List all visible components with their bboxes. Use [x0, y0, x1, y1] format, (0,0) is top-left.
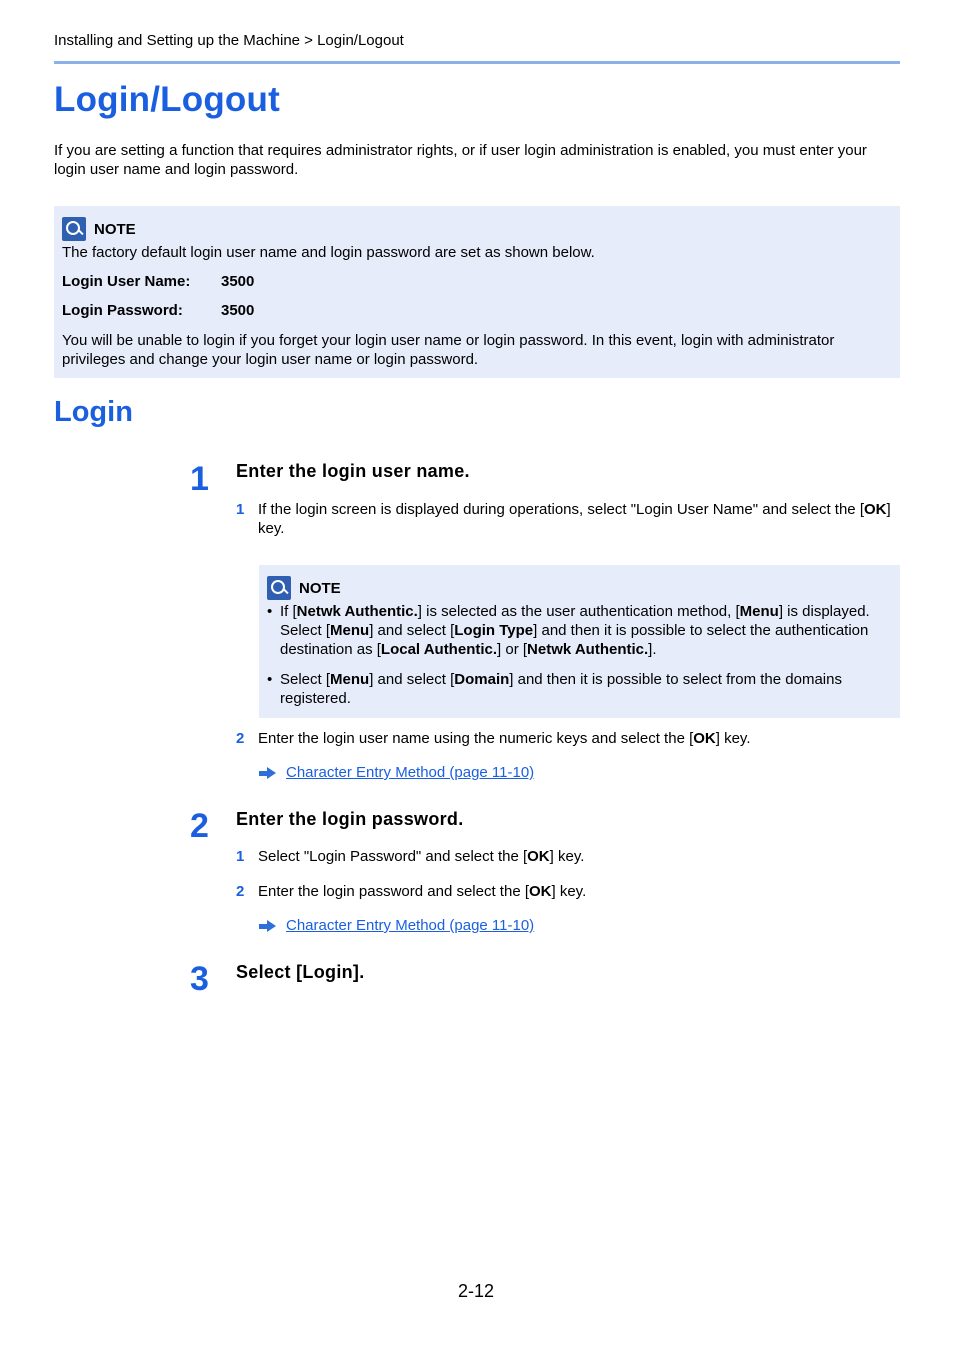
- sub-step-number: 1: [236, 501, 245, 518]
- sub-step-text: Select "Login Password" and select the [OK] key.: [258, 848, 585, 865]
- note-icon: [62, 217, 86, 241]
- character-entry-link[interactable]: Character Entry Method (page 11-10): [286, 764, 535, 781]
- sub-step-text: If the login screen is displayed during operations, select "Login User Name" and select the [OK] key.: [258, 501, 891, 537]
- step-2-title: Enter the login password.: [236, 809, 464, 829]
- login-password-label: Login Password:: [62, 302, 183, 319]
- bullet-text: If [Netwk Authentic.] is selected as the user authentication method, [Menu] is displayed. Select [Menu] and select [Login Type] and then it is possible to select the authentication destination as [Local Authentic.] or [Netwk Authentic.].: [280, 603, 870, 658]
- page-number: 2-12: [458, 1281, 495, 1301]
- note-label: NOTE: [299, 579, 341, 597]
- step-2-sub-2: [236, 882, 900, 901]
- login-user-name-label: Login User Name:: [62, 273, 191, 290]
- login-password-value: 3500: [221, 302, 255, 319]
- sub-step-number: 2: [236, 730, 245, 747]
- login-password-row: [62, 302, 254, 319]
- note-bullet-2: [259, 670, 889, 708]
- intro-paragraph: If you are setting a function that requires administrator rights, or if user login administration is enabled, you must enter your login user name and login password.: [54, 142, 867, 178]
- note-bullet-1: [259, 602, 889, 659]
- sub-step-number: 2: [236, 883, 245, 900]
- step-2-reference: [259, 917, 534, 934]
- section-title-login: Login: [54, 396, 133, 428]
- note-box-defaults: [54, 206, 900, 378]
- header-rule: [54, 61, 900, 64]
- character-entry-link[interactable]: Character Entry Method (page 11-10): [286, 917, 535, 934]
- step-1-title: Enter the login user name.: [236, 461, 470, 481]
- sub-step-number: 1: [236, 848, 245, 865]
- bullet-text: Select [Menu] and select [Domain] and then it is possible to select from the domains registered.: [280, 671, 842, 707]
- note-warning: You will be unable to login if you forget your login user name or login password. In this event, login with administrator privileges and change your login user name or login password.: [62, 332, 835, 368]
- step-1-sub-1: [236, 500, 900, 538]
- breadcrumb: Installing and Setting up the Machine > Login/Logout: [54, 32, 404, 49]
- page-title: Login/Logout: [54, 80, 280, 119]
- login-user-name-value: 3500: [221, 273, 255, 290]
- arrow-right-icon: [259, 920, 277, 932]
- note-text: The factory default login user name and login password are set as shown below.: [62, 244, 595, 261]
- note-label: NOTE: [94, 220, 136, 238]
- bullet-dot: •: [267, 603, 273, 620]
- sub-step-text: Enter the login password and select the [OK] key.: [258, 883, 587, 900]
- step-2-number: 2: [190, 807, 209, 845]
- note-box-authentication: [259, 565, 900, 718]
- bullet-dot: •: [267, 671, 273, 688]
- step-2-sub-1: [236, 847, 900, 866]
- note-icon: [267, 576, 291, 600]
- step-3-title: Select [Login].: [236, 962, 365, 982]
- sub-step-text: Enter the login user name using the numeric keys and select the [OK] key.: [258, 730, 751, 747]
- step-1-sub-2: [236, 729, 900, 748]
- step-3-number: 3: [190, 960, 209, 998]
- step-1-reference: [259, 764, 534, 781]
- step-1-number: 1: [190, 460, 209, 498]
- note-header: [62, 217, 136, 241]
- note-header: [267, 576, 341, 600]
- arrow-right-icon: [259, 767, 277, 779]
- login-user-name-row: [62, 273, 254, 290]
